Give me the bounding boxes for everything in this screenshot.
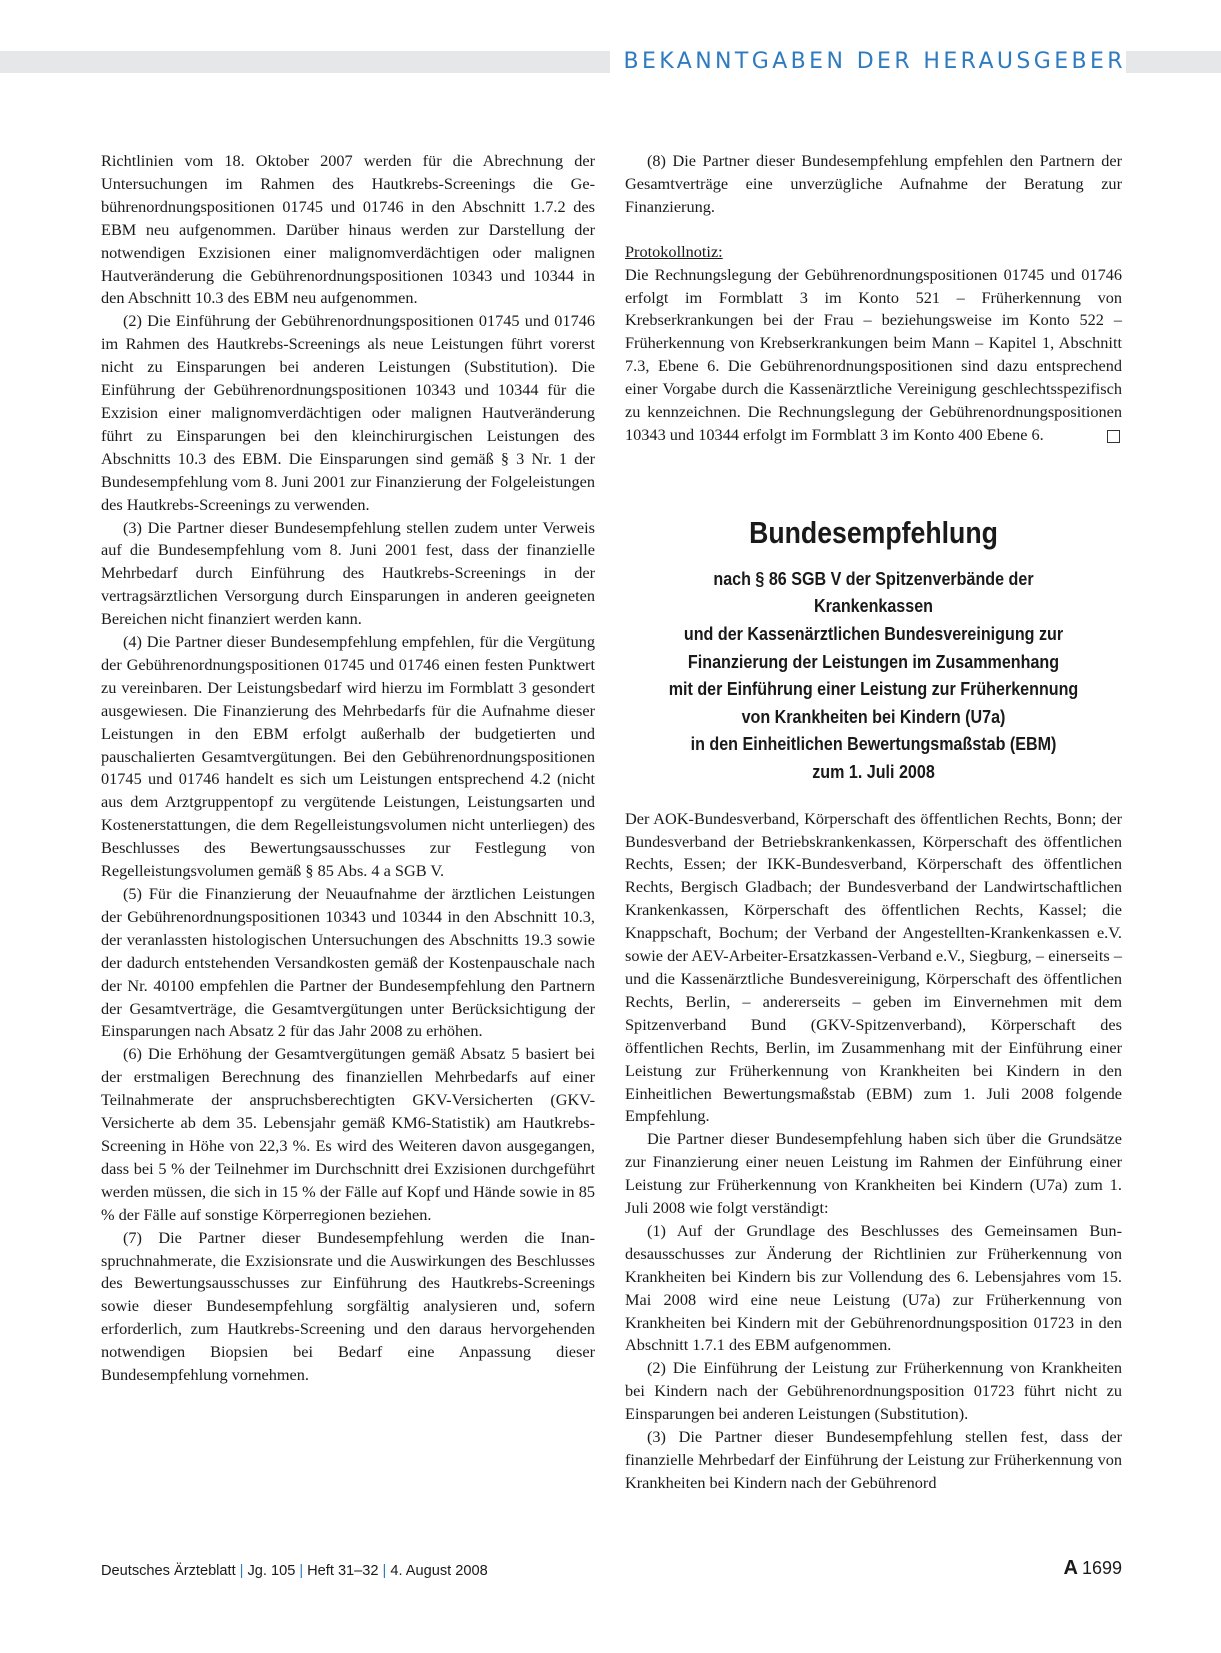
subtitle-line: von Krankheiten bei Kindern (U7a): [741, 705, 1006, 727]
article-heading: [625, 513, 1122, 786]
page-number: [1064, 1556, 1123, 1580]
article-title: Bundesempfehlung: [749, 514, 998, 550]
paragraph: Die Partner dieser Bundesempfehlung haben sich über die Grundsätze zur Finanzierung einer neuen Leistung im Rahmen der Einführung einer Leistung zur Früherkennung von Krankheiten bei Kindern (U7a) zum 1. Juli 2008 wie folgt verständigt:: [625, 1129, 1122, 1218]
paragraph: (6) Die Erhöhung der Gesamtvergütungen gemäß Absatz 5 basiert bei der erstmaligen Berechnung des finanziellen Mehrbedarfs auf einer Teilnahmerate der anspruchsberechtigten GKV-Versicherten (GKV-Versicherte ab dem 35. Lebensjahr gemäß KM6-Statistik) am Hautkrebs-Screening in Höhe von 22,3 %. Es wird des Weiteren davon ausgegangen, dass bei 5 % der Teilnehmer im Durchschnitt drei Exzisionen durchgeführt werden müssen, die sich in 15 % der Fälle auf Kopf und Hände sowie in 85 % der Fälle auf sonstige Körperregionen beziehen.: [101, 1044, 595, 1224]
protocol-note-label: [625, 241, 1122, 264]
subtitle-line: nach § 86 SGB V der Spitzenverbände der Krankenkassen: [713, 567, 1034, 617]
article-subtitle: [657, 565, 1089, 786]
paragraph: (2) Die Einführung der Gebührenordnungspositionen 01745 und 01746 im Rahmen des Hautkrebs-Screenings als neue Leistungen führt vorerst nicht zu Einsparungen bei anderen Leistungen (Substitution). Die Einführung der Gebührenordnungspositionen 10343 und 10344 für die Exzision einer malignomverdächtigen oder malignen Hautveränderung führt zu Einsparungen bei den kleinchirurgischen Leistungen des Abschnitts 10.3 des EBM. Die Einsparungen sind gemäß § 3 Nr. 1 der Bundesempfehlung vom 8. Juni 2001 zur Finanzierung der Folgeleistungen des Hautkrebs-Screenings zu verwenden.: [101, 311, 595, 514]
subtitle-line: zum 1. Juli 2008: [812, 761, 935, 783]
paragraph: (5) Für die Finanzierung der Neuaufnahme der ärztlichen Leistungen der Gebührenordnungspositionen 10343 und 10344 in den Abschnitt 10.3, der veranlassten histologischen Untersuchungen des Abschnitts 19.3 sowie der dadurch entstehenden Versandkosten gemäß der Kostenpauschale nach der Nr. 40100 empfehlen die Partner der Bundesempfehlung den Partnern der Gesamtverträge, die Gesamtvergütungen unter Berücksichtigung der Einsparungen nach Absatz 2 für das Jahr 2008 zu erhöhen.: [101, 884, 595, 1041]
subtitle-line: mit der Einführung einer Leistung zur Früherkennung: [668, 678, 1079, 700]
journal-date: 4. August 2008: [390, 1563, 488, 1579]
journal-name: Deutsches Ärzteblatt: [101, 1563, 236, 1579]
paragraph: Der AOK-Bundesverband, Körperschaft des öffentlichen Rechts, Bonn; der Bundesverband der Betriebskrankenkassen, Körperschaft des öffentlichen Rechts, Essen; der IKK-Bundesverband, Körperschaft des öffentlichen Rechts, Bergisch Gladbach; der Bundesverband der Landwirtschaftlichen Krankenkassen, Körperschaft des öffentlichen Rechts, Kassel; die Knappschaft, Bochum; der Verband der Angestellten-Krankenkassen e.V. sowie der AEV-Arbeiter-Ersatzkassen-Verband e.V., Siegburg, – einerseits – und die Kassenärztliche Bundesvereinigung, Körperschaft des öffentlichen Rechts, Berlin, – andererseits – geben im Einvernehmen mit dem Spitzenverband Bund (GKV-Spitzenverband), Körperschaft des öffentlichen Rechts, Berlin, im Zusammenhang mit der Einführung einer Leistung zur Früherkennung von Krankheiten bei Kindern in den Einheitlichen Bewertungsmaßstab (EBM) zum 1. Juli 2008 folgende Empfehlung.: [625, 808, 1122, 1126]
section-title: BEKANNTGABEN DER HERAUSGEBER: [610, 47, 1126, 77]
subtitle-line: in den Einheitlichen Bewertungsmaßstab (EBM): [690, 733, 1057, 755]
protocol-note-label-text: Protokollnotiz:: [625, 241, 723, 261]
paragraph: (1) Auf der Grundlage des Beschlusses des Gemeinsamen Bundesausschusses zur Änderung der Richtlinien zur Früherkennung von Krankheiten bei Kindern bis zur Vollendung des 6. Lebensjahres vom 15. Mai 2008 wird eine neue Leistung (U7a) zur Früherkennung von Krankheiten bei Kindern mit der Gebührenordnungsposition 01723 in den Abschnitt 1.7.1 des EBM aufgenommen.: [625, 1220, 1122, 1355]
page-number-value: 1699: [1081, 1558, 1122, 1578]
paragraph: (4) Die Partner dieser Bundesempfehlung empfehlen, für die Vergütung der Gebührenordnungspositionen 01745 und 01746 einen festen Punktwert zu vereinbaren. Der Leistungsbedarf wird hierzu im Formblatt 3 gesondert ausgewiesen. Die Finanzierung des Mehrbedarfs für die Aufnahme dieser Leistungen in den EBM erfolgt außerhalb der budgetierten und pauschalierten Gesamtvergütungen. Bei den Gebührenordnungspositionen 01745 und 01746 handelt es sich um Leistungen entsprechend 4.2 (nicht aus dem Arztgruppentopf zu vergütende Leistungen, Leistungsarten und Kostenerstattungen, die dem Regelleistungsvolumen nicht unterliegen) des Beschlusses des Bewertungsausschusses zur Festlegung von Regelleistungsvolumen gemäß § 85 Abs. 4 a SGB V.: [101, 632, 595, 881]
paragraph: (2) Die Einführung der Leistung zur Früherkennung von Krankheiten bei Kindern nach der Gebührenordnungsposition 01723 führt nicht zu Einsparungen bei anderen Leistungen (Substitution).: [625, 1358, 1122, 1424]
footer-separator: |: [382, 1563, 387, 1579]
subtitle-line: Finanzierung der Leistungen im Zusammenhang: [687, 650, 1060, 672]
right-column: [625, 150, 1122, 1495]
protocol-note-text: [625, 264, 1122, 447]
page-footer: [101, 1559, 1122, 1583]
journal-volume: Jg. 105: [247, 1563, 296, 1579]
protocol-note-body: Die Rechnungslegung der Gebührenordnungspositionen 01745 und 01746 erfolgt im Formblatt 3 im Konto 521 – Früherkennung von Krebserkrankungen bei der Frau – beziehungsweise im Konto 522 – Früherkennung von Krebserkrankungen beim Mann – Kapitel 1, Abschnitt 7.3, Ebene 6. Die Gebührenordnungspositionen sind dazu entsprechend einer Vorgabe durch die Kassenärztliche Vereinigung geschlechtsspezifisch zu kennzeichnen. Die Rechnungslegung der Gebührenordnungspositionen 10343 und 10344 erfolgt im Formblatt 3 im Konto 400 Ebene 6.: [625, 264, 1122, 444]
page-prefix: A: [1063, 1557, 1078, 1579]
paragraph: Richtlinien vom 18. Oktober 2007 werden für die Abrechnung der Untersuchungen im Rahmen des Hautkrebs-Screenings die Gebührenordnungspositionen 01745 und 01746 in den Abschnitt 1.7.2 des EBM neu aufgenommen. Darüber hinaus werden zur Darstellung der notwendigen Exzisionen einer malignomverdächtigen oder malignen Hautveränderung die Gebührenordnungspositionen 10343 und 10344 in den Abschnitt 10.3 des EBM neu aufgenommen.: [101, 151, 595, 308]
footer-separator: |: [239, 1563, 244, 1579]
paragraph: (3) Die Partner dieser Bundesempfehlung stellen zudem unter Verweis auf die Bundesempfehlung vom 8. Juni 2001 fest, dass der finanzielle Mehrbedarf durch Einführung des Hautkrebs-Screenings in der vertragsärztlichen Versorgung durch Einsparungen in anderen geeigneten Bereichen nicht finanziert werden kann.: [101, 517, 595, 629]
journal-issue: Heft 31–32: [307, 1563, 379, 1579]
end-of-article-icon: [1107, 430, 1120, 443]
footer-separator: |: [299, 1563, 304, 1579]
subtitle-line: und der Kassenärztlichen Bundesvereinigung zur: [683, 623, 1064, 645]
paragraph: (8) Die Partner dieser Bundesempfehlung empfehlen den Partnern der Gesamtverträge eine unverzügliche Aufnahme der Beratung zur Finanzierung.: [625, 151, 1122, 216]
left-column: [101, 150, 595, 1387]
paragraph: (3) Die Partner dieser Bundesempfehlung stellen fest, dass der finanzielle Mehrbedarf der Einführung der Leistung zur Früherkennung von Krankheiten bei Kindern nach der Gebührenord: [625, 1427, 1122, 1492]
paragraph: (7) Die Partner dieser Bundesempfehlung werden die Inanspruchnahmerate, die Exzisionsrate und die Auswirkungen des Beschlusses des Bewertungsausschusses zur Einführung des Hautkrebs-Screenings sowie dieser Bundesempfehlung sorgfältig analysieren und, sofern erforderlich, zum Hautkrebs-Screening und den daraus hervorgehenden notwendigen Biopsien bei Bedarf eine Anpassung dieser Bundesempfehlung vornehmen.: [101, 1227, 595, 1385]
